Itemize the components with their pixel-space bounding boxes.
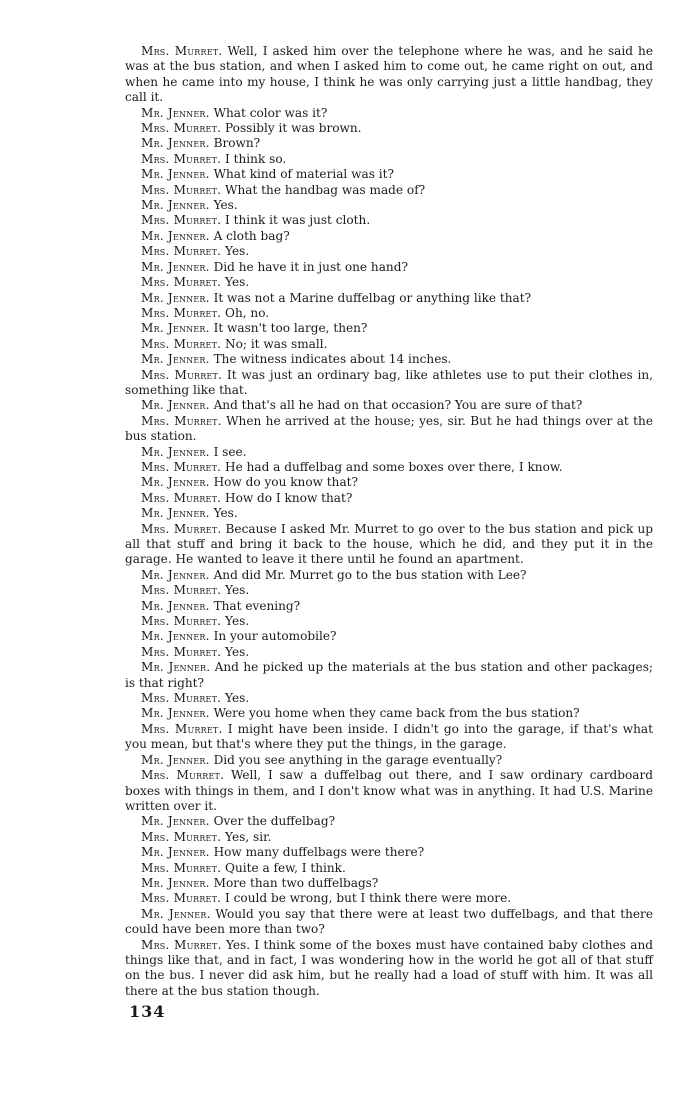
transcript-paragraph xyxy=(125,213,653,228)
speaker-label: Mrs. Murret. xyxy=(141,151,222,166)
utterance-text: I could be wrong, but I think there were more. xyxy=(225,891,512,906)
utterance-text: I might have been inside. I didn't go into the garage, if that's what you mean, but that's where they put the things, in the garage. xyxy=(125,721,653,752)
transcript-paragraph xyxy=(125,121,653,136)
speaker-label: Mr. Jenner. xyxy=(141,845,210,860)
speaker-label: Mr. Jenner. xyxy=(141,105,210,120)
utterance-text: Yes. xyxy=(213,506,238,521)
transcript-paragraph xyxy=(125,568,653,583)
transcript-paragraph xyxy=(125,106,653,121)
speaker-label: Mrs. Murret. xyxy=(141,691,222,706)
speaker-label: Mr. Jenner. xyxy=(141,598,210,613)
speaker-label: Mr. Jenner. xyxy=(141,167,210,182)
transcript-body xyxy=(125,44,653,999)
utterance-text: I think it was just cloth. xyxy=(225,213,371,228)
transcript-paragraph xyxy=(125,691,653,706)
transcript-paragraph xyxy=(125,614,653,629)
utterance-text: Yes. xyxy=(225,644,250,659)
transcript-paragraph xyxy=(125,830,653,845)
utterance-text: Yes. xyxy=(225,614,250,629)
transcript-paragraph xyxy=(125,352,653,367)
utterance-text: And did Mr. Murret go to the bus station with Lee? xyxy=(213,567,527,582)
utterance-text: I think so. xyxy=(225,151,287,166)
speaker-label: Mrs. Murret. xyxy=(141,336,222,351)
transcript-paragraph xyxy=(125,599,653,614)
utterance-text: Brown? xyxy=(213,136,261,151)
speaker-label: Mrs. Murret. xyxy=(141,121,222,136)
transcript-paragraph xyxy=(125,722,653,753)
utterance-text: Were you home when they came back from the bus station? xyxy=(213,706,580,721)
transcript-paragraph xyxy=(125,167,653,182)
utterance-text: He had a duffelbag and some boxes over there, I know. xyxy=(225,459,563,474)
speaker-label: Mr. Jenner. xyxy=(141,321,210,336)
utterance-text: What the handbag was made of? xyxy=(225,182,426,197)
speaker-label: Mr. Jenner. xyxy=(141,629,210,644)
speaker-label: Mr. Jenner. xyxy=(141,198,210,213)
speaker-label: Mr. Jenner. xyxy=(141,506,210,521)
speaker-label: Mrs. Murret. xyxy=(141,583,222,598)
utterance-text: And that's all he had on that occasion? You are sure of that? xyxy=(213,398,583,413)
speaker-label: Mrs. Murret. xyxy=(141,44,223,58)
utterance-text: A cloth bag? xyxy=(213,228,290,243)
transcript-paragraph xyxy=(125,260,653,275)
utterance-text: When he arrived at the house; yes, sir. But he had things over at the bus station. xyxy=(125,413,653,444)
speaker-label: Mr. Jenner. xyxy=(141,228,210,243)
speaker-label: Mr. Jenner. xyxy=(141,660,211,675)
speaker-label: Mrs. Murret. xyxy=(141,490,222,505)
speaker-label: Mr. Jenner. xyxy=(141,444,210,459)
transcript-paragraph xyxy=(125,660,653,691)
transcript-paragraph xyxy=(125,907,653,938)
utterance-text: Well, I saw a duffelbag out there, and I saw ordinary cardboard boxes with things in them, and I don't know what was in anything. It had U.S. Marine written over it. xyxy=(125,768,653,813)
transcript-paragraph xyxy=(125,491,653,506)
transcript-paragraph xyxy=(125,891,653,906)
utterance-text: That evening? xyxy=(213,598,301,613)
transcript-paragraph xyxy=(125,629,653,644)
utterance-text: No; it was small. xyxy=(225,336,328,351)
utterance-text: Yes. xyxy=(213,198,238,213)
transcript-paragraph xyxy=(125,306,653,321)
speaker-label: Mrs. Murret. xyxy=(141,459,222,474)
transcript-paragraph xyxy=(125,506,653,521)
utterance-text: Yes. xyxy=(225,691,250,706)
utterance-text: Well, I asked him over the telephone where he was, and he said he was at the bus station, and when I asked him to come out, he came right on out, and when he came into my house, I think he was only carrying just a little handbag, they call it. xyxy=(125,44,653,105)
speaker-label: Mr. Jenner. xyxy=(141,136,210,151)
transcript-paragraph xyxy=(125,768,653,814)
utterance-text: Yes. xyxy=(225,583,250,598)
transcript-paragraph xyxy=(125,753,653,768)
transcript-paragraph xyxy=(125,845,653,860)
speaker-label: Mrs. Murret. xyxy=(141,413,222,428)
transcript-paragraph xyxy=(125,321,653,336)
transcript-paragraph xyxy=(125,398,653,413)
speaker-label: Mrs. Murret. xyxy=(141,891,222,906)
transcript-paragraph xyxy=(125,368,653,399)
utterance-text: Because I asked Mr. Murret to go over to the bus station and pick up all that stuff and bring it back to the house, which he did, and they put it in the garage. He wanted to leave it there until he found an apartment. xyxy=(125,521,653,567)
transcript-paragraph xyxy=(125,275,653,290)
speaker-label: Mr. Jenner. xyxy=(141,290,210,305)
speaker-label: Mrs. Murret. xyxy=(141,182,222,197)
utterance-text: Would you say that there were at least two duffelbags, and that there could have been more than two? xyxy=(125,906,653,937)
speaker-label: Mr. Jenner. xyxy=(141,752,210,767)
utterance-text: In your automobile? xyxy=(213,629,337,644)
utterance-text: How do you know that? xyxy=(213,475,358,490)
transcript-paragraph xyxy=(125,183,653,198)
utterance-text: More than two duffelbags? xyxy=(213,875,379,890)
transcript-paragraph xyxy=(125,475,653,490)
utterance-text: It was not a Marine duffelbag or anything like that? xyxy=(213,290,532,305)
utterance-text: Quite a few, I think. xyxy=(225,860,346,875)
speaker-label: Mrs. Murret. xyxy=(141,644,222,659)
speaker-label: Mr. Jenner. xyxy=(141,706,210,721)
speaker-label: Mrs. Murret. xyxy=(141,721,223,736)
utterance-text: Yes. xyxy=(225,244,250,259)
utterance-text: What color was it? xyxy=(213,105,328,120)
speaker-label: Mr. Jenner. xyxy=(141,875,210,890)
transcript-paragraph xyxy=(125,244,653,259)
transcript-paragraph xyxy=(125,229,653,244)
transcript-paragraph xyxy=(125,938,653,1000)
utterance-text: The witness indicates about 14 inches. xyxy=(213,352,452,367)
transcript-paragraph xyxy=(125,445,653,460)
transcript-paragraph xyxy=(125,460,653,475)
transcript-paragraph xyxy=(125,152,653,167)
utterance-text: How do I know that? xyxy=(225,490,353,505)
speaker-label: Mr. Jenner. xyxy=(141,567,210,582)
speaker-label: Mr. Jenner. xyxy=(141,475,210,490)
speaker-label: Mrs. Murret. xyxy=(141,937,222,952)
utterance-text: Did he have it in just one hand? xyxy=(213,259,408,274)
utterance-text: Yes, sir. xyxy=(225,829,272,844)
speaker-label: Mrs. Murret. xyxy=(141,275,222,290)
speaker-label: Mrs. Murret. xyxy=(141,213,222,228)
page-number: 134 xyxy=(129,1002,166,1021)
transcript-paragraph xyxy=(125,136,653,151)
transcript-paragraph xyxy=(125,706,653,721)
utterance-text: Possibly it was brown. xyxy=(225,121,362,136)
transcript-paragraph xyxy=(125,814,653,829)
speaker-label: Mrs. Murret. xyxy=(141,244,222,259)
speaker-label: Mr. Jenner. xyxy=(141,352,210,367)
utterance-text: Yes. xyxy=(225,275,250,290)
utterance-text: It was just an ordinary bag, like athletes use to put their clothes in, something like that. xyxy=(125,367,653,397)
transcript-paragraph xyxy=(125,291,653,306)
transcript-paragraph xyxy=(125,44,653,106)
utterance-text: What kind of material was it? xyxy=(213,167,394,182)
transcript-paragraph xyxy=(125,337,653,352)
speaker-label: Mrs. Murret. xyxy=(141,614,222,629)
speaker-label: Mr. Jenner. xyxy=(141,814,210,829)
speaker-label: Mrs. Murret. xyxy=(141,521,222,536)
speaker-label: Mrs. Murret. xyxy=(141,305,222,320)
speaker-label: Mrs. Murret. xyxy=(141,860,222,875)
utterance-text: Did you see anything in the garage eventually? xyxy=(213,752,503,767)
utterance-text: How many duffelbags were there? xyxy=(213,845,425,860)
utterance-text: Oh, no. xyxy=(225,305,270,320)
utterance-text: I see. xyxy=(213,444,247,459)
transcript-paragraph xyxy=(125,861,653,876)
utterance-text: Over the duffelbag? xyxy=(213,814,336,829)
transcript-paragraph xyxy=(125,876,653,891)
utterance-text: It wasn't too large, then? xyxy=(213,321,368,336)
speaker-label: Mrs. Murret. xyxy=(141,367,223,382)
speaker-label: Mr. Jenner. xyxy=(141,398,210,413)
transcript-paragraph xyxy=(125,583,653,598)
speaker-label: Mr. Jenner. xyxy=(141,259,210,274)
transcript-paragraph xyxy=(125,414,653,445)
transcript-paragraph xyxy=(125,645,653,660)
speaker-label: Mrs. Murret. xyxy=(141,768,225,783)
transcript-paragraph xyxy=(125,198,653,213)
utterance-text: Yes. I think some of the boxes must have contained baby clothes and things like that, and in fact, I was wondering how in the world he got all of that stuff on the bus. I never did ask him, but he really had a load of stuff with him. It was all there at the bus station though. xyxy=(125,937,654,998)
transcript-paragraph xyxy=(125,522,653,568)
speaker-label: Mr. Jenner. xyxy=(141,906,211,921)
speaker-label: Mrs. Murret. xyxy=(141,829,222,844)
utterance-text: And he picked up the materials at the bus station and other packages; is that right? xyxy=(125,660,653,690)
